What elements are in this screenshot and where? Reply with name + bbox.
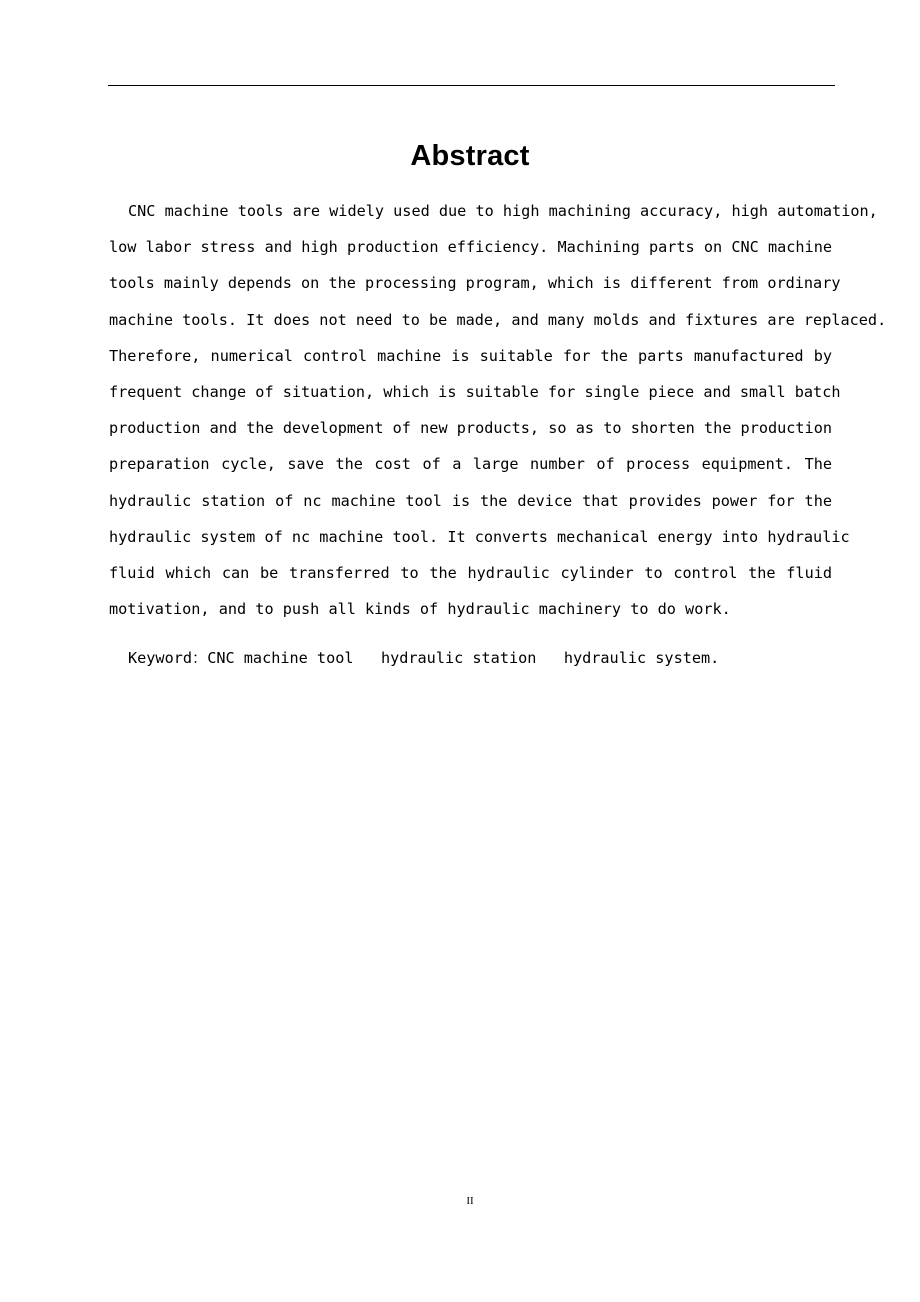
abstract-line: CNC machine tools are widely used due to high machining accuracy, high automation, bbox=[128, 202, 878, 220]
keyword-item: CNC machine tool bbox=[207, 649, 354, 667]
abstract-line: hydraulic system of nc machine tool. It converts mechanical energy into hydraulic bbox=[109, 527, 850, 546]
abstract-line: motivation, and to push all kinds of hydraulic machinery to do work. bbox=[109, 600, 731, 619]
keyword-item: hydraulic system. bbox=[563, 649, 720, 667]
abstract-line: Therefore, numerical control machine is suitable for the parts manufactured by bbox=[109, 346, 832, 365]
keywords-line bbox=[128, 640, 719, 676]
abstract-line: hydraulic station of nc machine tool is the device that provides power for the bbox=[109, 491, 832, 510]
keywords-label: Keyword： bbox=[128, 649, 208, 667]
header-rule bbox=[108, 85, 835, 86]
abstract-line: tools mainly depends on the processing program, which is different from ordinary bbox=[109, 274, 841, 293]
abstract-line: machine tools. It does not need to be made, and many molds and fixtures are replaced. bbox=[109, 310, 887, 329]
keyword-item: hydraulic station bbox=[380, 649, 537, 667]
abstract-line: production and the development of new products, so as to shorten the production bbox=[109, 419, 832, 438]
page-number: II bbox=[466, 1195, 474, 1207]
abstract-line: fluid which can be transferred to the hydraulic cylinder to control the fluid bbox=[109, 563, 832, 582]
abstract-paragraph bbox=[109, 193, 887, 627]
abstract-line: preparation cycle, save the cost of a large number of process equipment. The bbox=[109, 455, 832, 474]
abstract-line: frequent change of situation, which is suitable for single piece and small batch bbox=[109, 382, 841, 401]
page-title: Abstract bbox=[410, 140, 530, 172]
abstract-line: low labor stress and high production efficiency. Machining parts on CNC machine bbox=[109, 238, 832, 257]
